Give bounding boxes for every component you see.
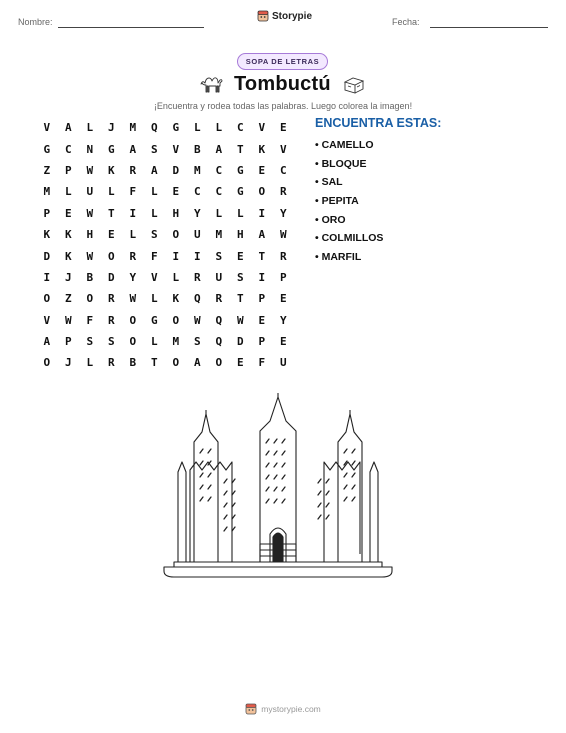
grid-letter[interactable]: L xyxy=(215,121,223,135)
grid-letter[interactable]: C xyxy=(279,163,287,177)
grid-letter[interactable]: A xyxy=(258,228,266,242)
grid-letter[interactable]: E xyxy=(279,121,287,135)
grid-row xyxy=(36,160,294,181)
grid-letter[interactable]: R xyxy=(107,313,115,327)
grid-letter[interactable]: S xyxy=(215,249,223,263)
grid-letter[interactable]: M xyxy=(129,121,137,135)
grid-letter[interactable]: S xyxy=(150,228,158,242)
grid-letter[interactable]: O xyxy=(172,313,180,327)
grid-letter[interactable]: L xyxy=(193,121,201,135)
grid-letter[interactable]: Y xyxy=(129,270,137,284)
grid-letter[interactable]: E xyxy=(279,292,287,306)
grid-letter[interactable]: D xyxy=(107,270,115,284)
grid-letter[interactable]: O xyxy=(86,292,94,306)
grid-letter[interactable]: D xyxy=(43,249,51,263)
grid-letter[interactable]: O xyxy=(43,292,51,306)
grid-letter[interactable]: W xyxy=(236,313,244,327)
brand-name: Storypie xyxy=(272,10,313,22)
grid-letter[interactable]: G xyxy=(236,163,244,177)
grid-letter[interactable]: S xyxy=(107,335,115,349)
grid-letter[interactable]: W xyxy=(193,313,201,327)
grid-letter[interactable]: C xyxy=(215,185,223,199)
name-label: Nombre: xyxy=(18,17,53,27)
grid-letter[interactable]: O xyxy=(215,356,223,370)
grid-letter[interactable]: Z xyxy=(64,292,72,306)
activity-badge: SOPA DE LETRAS xyxy=(237,53,328,70)
grid-letter[interactable]: B xyxy=(129,356,137,370)
grid-letter[interactable]: I xyxy=(258,270,266,284)
grid-letter[interactable]: W xyxy=(86,163,94,177)
grid-letter[interactable]: I xyxy=(193,249,201,263)
grid-letter[interactable]: T xyxy=(150,356,158,370)
grid-letter[interactable]: B xyxy=(86,270,94,284)
grid-letter[interactable]: I xyxy=(43,270,51,284)
grid-letter[interactable]: C xyxy=(236,121,244,135)
word-list-item: • SAL xyxy=(315,176,343,189)
grid-letter[interactable]: A xyxy=(129,142,137,156)
instructions: ¡Encuentra y rodea todas las palabras. Luego colorea la imagen! xyxy=(153,101,413,111)
grid-letter[interactable]: E xyxy=(279,335,287,349)
date-field[interactable] xyxy=(430,27,548,28)
header xyxy=(0,10,566,32)
grid-letter[interactable]: P xyxy=(64,163,72,177)
word-search-grid[interactable] xyxy=(36,117,294,374)
grid-letter[interactable]: J xyxy=(64,356,72,370)
grid-letter[interactable]: C xyxy=(215,163,223,177)
grid-letter[interactable]: P xyxy=(64,335,72,349)
grid-letter[interactable]: T xyxy=(236,292,244,306)
grid-letter[interactable]: H xyxy=(172,206,180,220)
grid-letter[interactable]: A xyxy=(215,142,223,156)
grid-letter[interactable]: R xyxy=(107,292,115,306)
grid-letter[interactable]: D xyxy=(172,163,180,177)
grid-letter[interactable]: K xyxy=(64,249,72,263)
grid-letter[interactable]: T xyxy=(258,249,266,263)
grid-letter[interactable]: T xyxy=(236,142,244,156)
grid-letter[interactable]: L xyxy=(215,206,223,220)
grid-letter[interactable]: S xyxy=(193,335,201,349)
grid-letter[interactable]: K xyxy=(43,228,51,242)
grid-letter[interactable]: L xyxy=(86,356,94,370)
grid-letter[interactable]: L xyxy=(64,185,72,199)
grid-letter[interactable]: G xyxy=(150,313,158,327)
grid-letter[interactable]: G xyxy=(236,185,244,199)
grid-letter[interactable]: F xyxy=(129,185,137,199)
grid-letter[interactable]: L xyxy=(150,292,158,306)
storypie-logo-icon xyxy=(245,703,257,715)
grid-letter[interactable]: L xyxy=(86,121,94,135)
grid-letter[interactable]: A xyxy=(43,335,51,349)
grid-letter[interactable]: E xyxy=(258,163,266,177)
name-field[interactable] xyxy=(58,27,204,28)
grid-letter[interactable]: W xyxy=(64,313,72,327)
grid-letter[interactable]: V xyxy=(150,270,158,284)
grid-letter[interactable]: R xyxy=(279,249,287,263)
grid-letter[interactable]: L xyxy=(107,185,115,199)
grid-letter[interactable]: B xyxy=(193,142,201,156)
grid-letter[interactable]: O xyxy=(258,185,266,199)
grid-letter[interactable]: V xyxy=(172,142,180,156)
grid-letter[interactable]: R xyxy=(215,292,223,306)
grid-letter[interactable]: L xyxy=(172,270,180,284)
grid-row xyxy=(36,181,294,202)
grid-letter[interactable]: Y xyxy=(193,206,201,220)
grid-row xyxy=(36,224,294,245)
grid-letter[interactable]: W xyxy=(129,292,137,306)
grid-letter[interactable]: G xyxy=(107,142,115,156)
grid-letter[interactable]: U xyxy=(193,228,201,242)
word-list-title: ENCUENTRA ESTAS: xyxy=(315,116,442,130)
grid-row xyxy=(36,203,294,224)
storypie-logo-icon xyxy=(257,10,269,22)
mosque-coloring-illustration[interactable] xyxy=(160,393,396,583)
grid-letter[interactable]: V xyxy=(279,142,287,156)
grid-row xyxy=(36,138,294,159)
grid-row xyxy=(36,117,294,138)
grid-letter[interactable]: R xyxy=(129,249,137,263)
grid-letter[interactable]: V xyxy=(43,313,51,327)
grid-letter[interactable]: L xyxy=(150,206,158,220)
grid-letter[interactable]: Q xyxy=(215,313,223,327)
grid-letter[interactable]: F xyxy=(150,249,158,263)
grid-letter[interactable]: M xyxy=(43,185,51,199)
word-list-item: • ORO xyxy=(315,213,346,226)
page-title: Tombuctú xyxy=(234,73,331,95)
grid-letter[interactable]: J xyxy=(107,121,115,135)
grid-letter[interactable]: O xyxy=(172,228,180,242)
grid-letter[interactable]: G xyxy=(172,121,180,135)
grid-letter[interactable]: E xyxy=(64,206,72,220)
grid-letter[interactable]: C xyxy=(193,185,201,199)
grid-letter[interactable]: Q xyxy=(150,121,158,135)
grid-letter[interactable]: R xyxy=(129,163,137,177)
grid-letter[interactable]: H xyxy=(236,228,244,242)
grid-letter[interactable]: L xyxy=(236,206,244,220)
grid-row xyxy=(36,288,294,309)
grid-letter[interactable]: S xyxy=(236,270,244,284)
grid-letter[interactable]: A xyxy=(150,163,158,177)
grid-letter[interactable]: F xyxy=(86,313,94,327)
grid-letter[interactable]: R xyxy=(107,356,115,370)
grid-letter[interactable]: I xyxy=(129,206,137,220)
grid-letter[interactable]: G xyxy=(43,142,51,156)
grid-row xyxy=(36,245,294,266)
grid-row xyxy=(36,352,294,373)
grid-letter[interactable]: U xyxy=(279,356,287,370)
grid-letter[interactable]: R xyxy=(279,185,287,199)
word-list-item: • CAMELLO xyxy=(315,139,374,151)
grid-letter[interactable]: O xyxy=(172,356,180,370)
grid-letter[interactable]: K xyxy=(64,228,72,242)
grid-letter[interactable]: M xyxy=(193,163,201,177)
footer xyxy=(0,703,566,715)
grid-letter[interactable]: P xyxy=(43,206,51,220)
grid-letter[interactable]: V xyxy=(43,121,51,135)
grid-letter[interactable]: U xyxy=(215,270,223,284)
grid-letter[interactable]: P xyxy=(258,335,266,349)
grid-letter[interactable]: Y xyxy=(279,313,287,327)
grid-letter[interactable]: W xyxy=(86,206,94,220)
footer-website[interactable]: mystorypie.com xyxy=(261,704,321,714)
grid-letter[interactable]: E xyxy=(172,185,180,199)
word-list xyxy=(315,116,441,267)
grid-letter[interactable]: O xyxy=(129,335,137,349)
grid-letter[interactable]: E xyxy=(258,313,266,327)
grid-letter[interactable]: U xyxy=(86,185,94,199)
grid-letter[interactable]: W xyxy=(279,228,287,242)
grid-letter[interactable]: K xyxy=(172,292,180,306)
grid-letter[interactable]: M xyxy=(172,335,180,349)
grid-letter[interactable]: P xyxy=(258,292,266,306)
grid-letter[interactable]: S xyxy=(150,142,158,156)
grid-letter[interactable]: Z xyxy=(43,163,51,177)
grid-letter[interactable]: V xyxy=(258,121,266,135)
grid-letter[interactable]: M xyxy=(215,228,223,242)
grid-letter[interactable]: A xyxy=(64,121,72,135)
grid-letter[interactable]: E xyxy=(107,228,115,242)
grid-letter[interactable]: L xyxy=(150,185,158,199)
grid-letter[interactable]: P xyxy=(279,270,287,284)
grid-letter[interactable]: I xyxy=(258,206,266,220)
grid-letter[interactable]: Y xyxy=(279,206,287,220)
grid-letter[interactable]: K xyxy=(107,163,115,177)
word-list-item: • PEPITA xyxy=(315,195,359,208)
salt-block-icon xyxy=(342,76,366,94)
grid-letter[interactable]: K xyxy=(258,142,266,156)
grid-letter[interactable]: C xyxy=(64,142,72,156)
grid-letter[interactable]: F xyxy=(258,356,266,370)
word-list-item: • BLOQUE xyxy=(315,157,367,170)
grid-letter[interactable]: H xyxy=(86,228,94,242)
date-label: Fecha: xyxy=(392,17,420,27)
title-row xyxy=(0,72,566,102)
grid-letter[interactable]: Q xyxy=(193,292,201,306)
grid-letter[interactable]: O xyxy=(43,356,51,370)
word-list-item: • COLMILLOS xyxy=(315,232,384,245)
grid-letter[interactable]: W xyxy=(86,249,94,263)
grid-row xyxy=(36,267,294,288)
grid-letter[interactable]: E xyxy=(236,249,244,263)
grid-letter[interactable]: E xyxy=(236,356,244,370)
grid-letter[interactable]: R xyxy=(193,270,201,284)
brand xyxy=(257,10,312,22)
grid-letter[interactable]: L xyxy=(150,335,158,349)
grid-letter[interactable]: T xyxy=(107,206,115,220)
grid-letter[interactable]: J xyxy=(64,270,72,284)
grid-row xyxy=(36,310,294,331)
grid-letter[interactable]: O xyxy=(107,249,115,263)
grid-letter[interactable]: L xyxy=(129,228,137,242)
grid-letter[interactable]: A xyxy=(193,356,201,370)
grid-letter[interactable]: N xyxy=(86,142,94,156)
grid-letter[interactable]: O xyxy=(129,313,137,327)
grid-letter[interactable]: I xyxy=(172,249,180,263)
camel-icon xyxy=(198,72,224,98)
grid-letter[interactable]: D xyxy=(236,335,244,349)
word-list-item: • MARFIL xyxy=(315,251,362,264)
grid-letter[interactable]: Q xyxy=(215,335,223,349)
grid-row xyxy=(36,331,294,352)
grid-letter[interactable]: S xyxy=(86,335,94,349)
